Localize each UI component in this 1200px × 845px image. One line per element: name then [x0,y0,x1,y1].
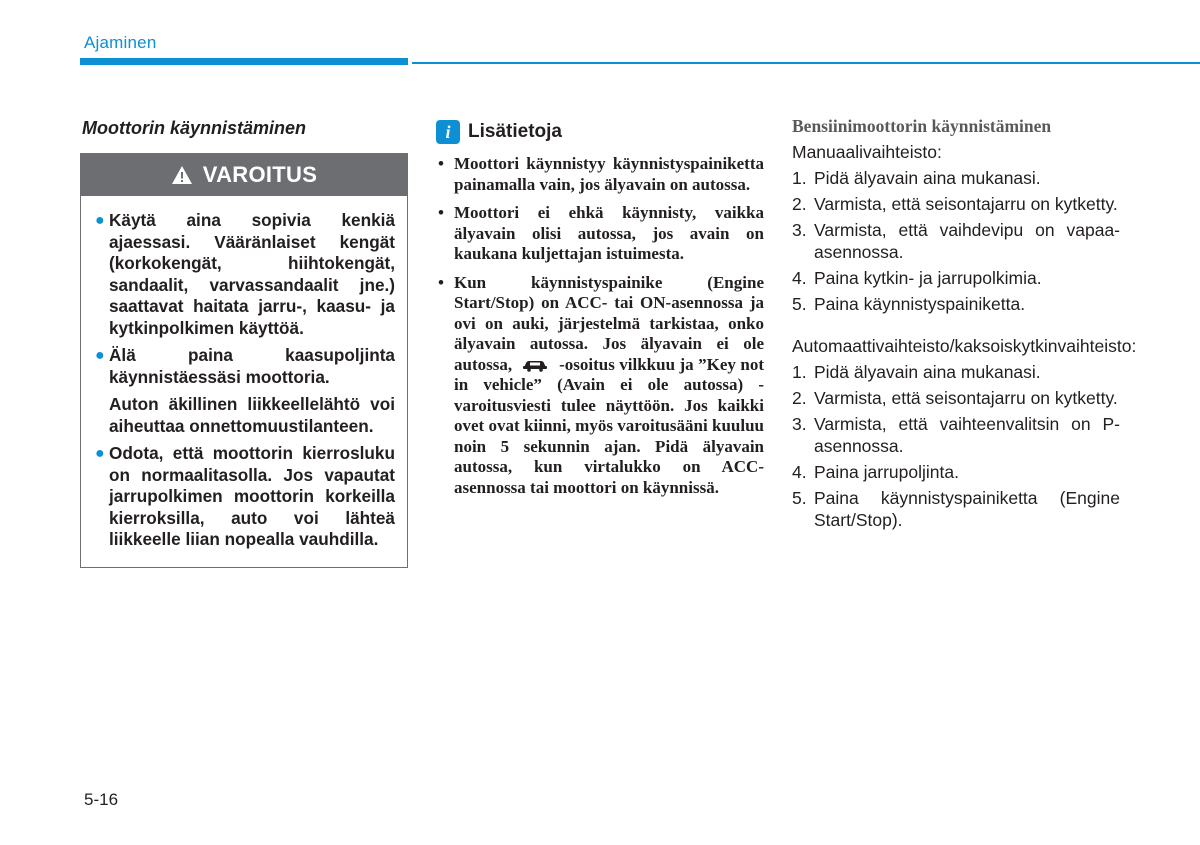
warning-item: ● Älä paina kaasupoljinta käynnistäessäsi moottoria. Auton äkillinen liikkeellelähtö voi aiheuttaa onnettomuustilanteen. [95,345,395,436]
step-item: 4. Paina jarrupoljinta. [792,462,959,482]
step-item: 2. Varmista, että seisontajarru on kytketty. [792,194,1118,214]
step-item: 1. Pidä älyavain aina mukanasi. [792,362,1041,382]
header-rule-thick [80,58,408,65]
warning-item: ● Käytä aina sopivia kenkiä ajaessasi. Vääränlaiset kengät (korkokengät, hiihtokengät, sandaalit, varvassandaalit jne.) saattavat haitata jarru-, kaasu- ja kytkinpolkimen käyttöä. [95,210,395,338]
info-item: • Moottori käynnistyy käynnistyspainiketta painamalla vain, jos älyavain on autossa. [438,154,764,194]
warning-item: ● Odota, että moottorin kierrosluku on normaalitasolla. Jos vapautat jarrupolkimen moottorin korkeilla kierroksilla, auto voi lähteä liikkeelle liian nopealla vauhdilla. [95,443,395,549]
warning-header [81,154,407,196]
petrol-start-heading: Bensiinimoottorin käynnistäminen [792,116,1052,136]
right-column [792,116,1137,535]
automatic-transmission-title: Automaattivaihteisto/kaksoiskytkinvaihteisto: [792,336,1137,356]
page-number: 5-16 [84,790,119,809]
warning-body [81,196,407,567]
bullet-icon: ● [95,212,105,229]
manual-transmission-title: Manuaalivaihteisto: [792,142,942,162]
info-heading-label: Lisätietoja [468,121,562,142]
header-rule-thin [412,62,1200,64]
engine-start-heading: Moottorin käynnistäminen [82,118,307,138]
warning-triangle-icon [171,165,193,185]
warning-subparagraph: Auton äkillinen liikkeellelähtö voi aiheuttaa onnettomuustilanteen. [109,394,395,436]
step-item: 2. Varmista, että seisontajarru on kytketty. [792,388,1118,408]
step-item: 3. Varmista, että vaihdevipu on vapaa-asennossa. [792,220,1120,262]
step-item: 3. Varmista, että vaihteenvalitsin on P-asennossa. [792,414,1120,456]
car-key-icon [521,358,551,372]
step-item: 5. Paina käynnistyspainiketta. [792,294,1026,314]
info-icon: i [436,120,460,144]
info-heading [436,120,764,144]
info-item: • Moottori ei ehkä käynnisty, vaikka älyavain olisi autossa, jos avain on kaukana kuljettajan istuimesta. [438,203,764,263]
warning-box [80,153,408,568]
step-item: 5. Paina käynnistyspainiketta (Engine Start/Stop). [792,488,1120,530]
middle-column [436,118,764,506]
bullet-icon: ● [95,347,105,364]
step-item: 4. Paina kytkin- ja jarrupolkimia. [792,268,1042,288]
bullet-icon: ● [95,445,105,462]
warning-label: VAROITUS [202,162,318,187]
info-item: • Kun käynnistyspainike (Engine Start/Stop) on ACC- tai ON-asennossa ja ovi on auki, järjestelmä tarkistaa, onko älyavain autossa. Jos älyavain ei ole autossa, -osoitus vilkkuu ja ”Key not in vehicle” (Avain ei ole autossa) -varoitusviesti tulee näyttöön. Jos kaikki ovet ovat kiinni, myös varoitusääni kuuluu noin 5 sekunnin ajan. Pidä älyavain autossa, kun virtalukko on ACC-asennossa tai moottori on käynnissä. [438,272,765,497]
section-title: Ajaminen [84,33,157,52]
step-item: 1. Pidä älyavain aina mukanasi. [792,168,1041,188]
left-column [80,118,408,568]
